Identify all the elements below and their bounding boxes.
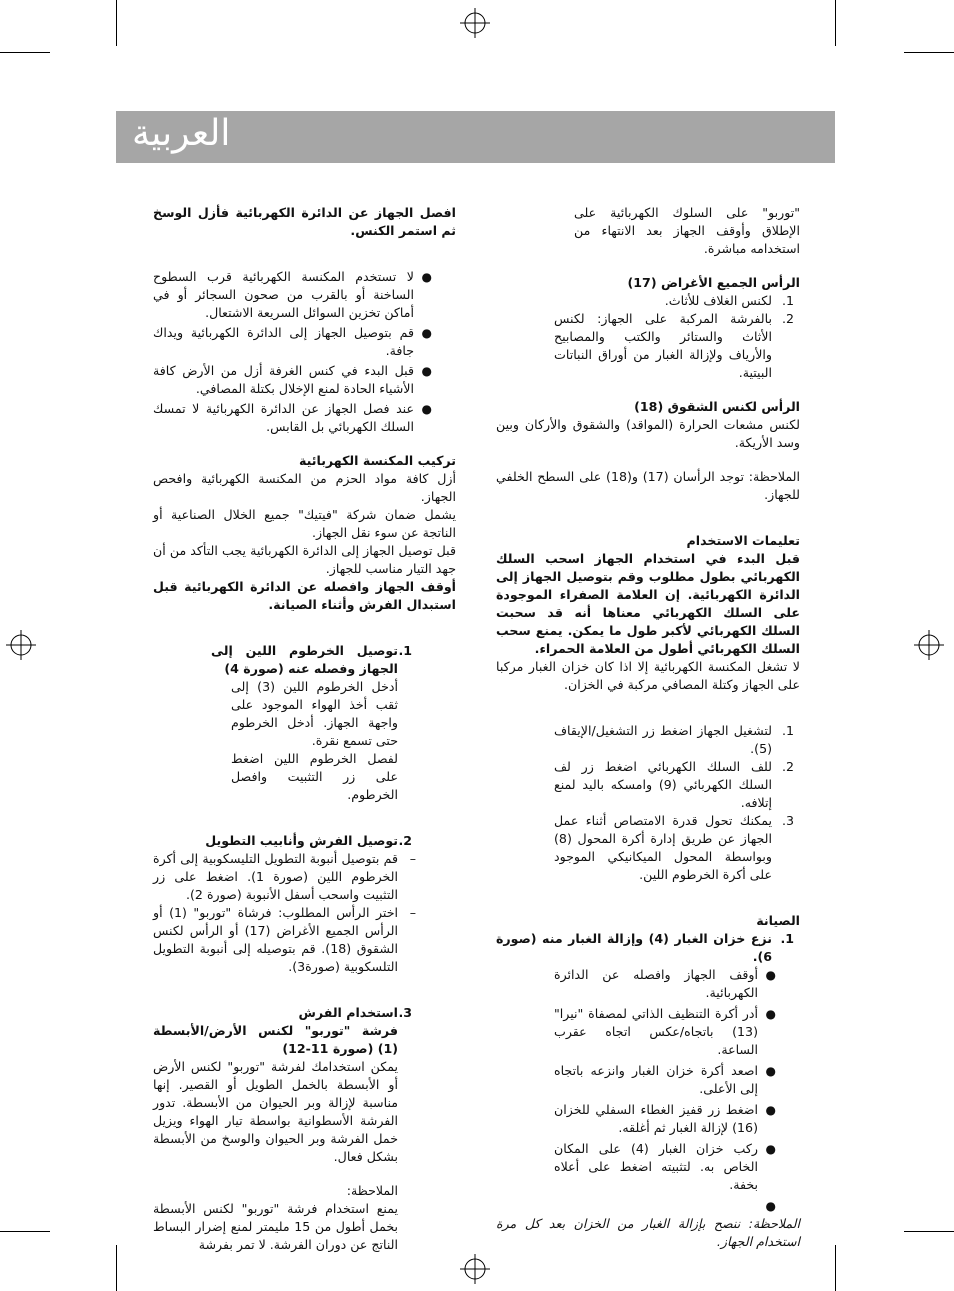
list-item: ● قبل البدء في كنس الغرفة أزل من الأرض كافة الأشياء الحادة لمنع الإخلال بكتلة المصافي. [153, 363, 432, 396]
safety-bullets [153, 268, 456, 436]
maintenance-item-title: نزع خزان الغبار (4) وإزالة الغبار منه (صورة 6). [496, 931, 772, 964]
list-item: ● أوقف الجهاز وافصله عن الدائرة الكهربائية. [554, 967, 776, 1000]
list-item: ● ركب خزان الغبار (4) على المكان الخاص به. لتثبيته اضغط على أعلاه بخفة. [554, 1141, 776, 1192]
language-header [116, 111, 835, 163]
list-item: ● لا تستخدم المكنسة الكهربائية قرب السطوح الساخنة أو بالقرب من صحون السجائر أو في أماكن تخزين السوائل السريعة الاشتعال. [153, 269, 432, 320]
crop-mark [116, 0, 117, 46]
right-column [496, 204, 800, 1251]
section-2-d1: – قم بتوصيل أنبوبة التطويل التليسكوبية إلى أكرة الخرطوم اللين (صورة 1). اضغط على زر التثبيت واسحب أسفل الأنبوبة (صورة 2). [153, 851, 416, 902]
multi-head-title: الرأس الجميع الأغراض (17) [627, 275, 800, 290]
section-3-subtitle: فرشة "توربو" لكنس الأرض/الأبسطة (1) (صورة 11-12) [153, 1023, 398, 1056]
crop-mark [835, 0, 836, 46]
maintenance-title: الصيانة [756, 913, 800, 928]
list-item: ● اصعد أكرة خزان الغبار وانزعه باتجاه إلى الأعلى. [554, 1063, 776, 1096]
section-2-body [153, 850, 456, 976]
list-item: ● أدر أكرة التنظيف الذاتي لمصفاة "نيرا" (13) باتجاه/عكس اتجاه عقرب الساعة. [554, 1006, 776, 1057]
crevice-title: الرأس لكنس الشقوق (18) [634, 399, 800, 414]
crop-mark [0, 1231, 50, 1232]
crop-mark [835, 1245, 836, 1291]
usage-text: لا تشغل المكنسة الكهربائية إلا اذا كان خزان الغبار مركبا على الجهاز وكتلة المصافي مركبة في الخزان. [496, 659, 800, 692]
registration-mark-icon [460, 1254, 490, 1284]
crop-mark [904, 1231, 954, 1232]
section-3-note-label: الملاحظة: [346, 1183, 398, 1198]
list-item: ● اضغط زر قفيز الغطاء السفلي للخزان (16) لإزالة الغبار ثم أغلقه. [554, 1102, 776, 1135]
usage-title: تعليمات الاستخدام [686, 533, 800, 548]
usage-bold-text: قبل البدء في استخدام الجهاز اسحب السلك الكهربائي بطول مطلوب وقم بتوصيل الجهاز إلى الدائرة الكهربائية. إن العلامة الصفراء الموجودة على السلك الكهربائي معناها أنه قد سحبت السلك الكهربائي لأكبر طول ما يمكن. يمنع سحب السلك الكهربائي أطول من العلامة الحمراء. [496, 551, 800, 656]
intro-paragraph: "توربو" على السلوك الكهربائية على الإطلاق وأوقف الجهاز بعد الانتهاء من استخدامه مباشرة. [574, 205, 800, 256]
list-item: 1. لكنس الغلاف للأثاث. [664, 293, 794, 308]
maintenance-item [496, 930, 800, 966]
section-2-d2: – اختر الرأس المطلوب: فرشاة "توربو" (1) أو الرأس الجميع الأغراض (17) أو الرأس لكنس الشقوق (18). قم بتوصيله إلى أنبوبة التطويل التلسكوبية (صورة3). [153, 905, 416, 974]
section-3-note: يمنع استخدام فرشة "توربو" لكنس الأبسطة بخمل أطول من 15 مليمتر لمنع إضرار البساط الناتج عن دوران الفرشة. لا تمر بفرشة [153, 1201, 398, 1252]
crop-mark [116, 1245, 117, 1291]
assembly-p2: يشمل ضمان شركة "فيتيك" جميع الخلال الصناعية أو الناتجة عن سوء نقل الجهاز. [153, 507, 456, 540]
crevice-text: لكنس مشعات الحرارة (المواقد) والشقوق والأركان وبين وسد الأريكة. [496, 417, 800, 450]
left-column [153, 204, 456, 1254]
assembly-p3: قبل توصيل الجهاز إلى الدائرة الكهربائية يجب التأكد من أن جهد التيار مناسب للجهاز. [153, 543, 456, 576]
warning-text: افصل الجهاز عن الدائرة الكهربائية فأزل الوسخ ثم استمر الكنس. [153, 205, 456, 238]
section-1-p1: أدخل الخرطوم اللين (3) إلى ثقب أخذ الهواء الموجود على واجهة الجهاز. أدخل الخرطوم حتى تسمع نقرة. [231, 679, 398, 748]
multi-head-list [496, 292, 800, 382]
list-item: 1. لتشغيل الجهاز اضغط زر التشغيل/الإيقاف (5). [554, 723, 794, 756]
note-paragraph: الملاحظة: توجد الرأسان (17) و(18) على السطح الخلفي للجهاز. [496, 469, 800, 502]
crop-mark [904, 52, 954, 53]
registration-mark-icon [914, 630, 944, 660]
list-item: 3. يمكنك تحول قدرة الامتصاص أثناء عمل الجهاز عن طريق إدارة أكرة المحول (8) وبواسطة المحول الميكانيكي الموجود على أكرة الخرطوم اللين. [554, 813, 794, 882]
list-item: ● عند فصل الجهاز عن الدائرة الكهربائية لا تمسك السلك الكهربائي بل القابس. [153, 401, 432, 434]
section-1-title: 1. توصيل الخرطوم اللين إلى الجهاز وفصله عنه (صورة 4) [211, 643, 412, 676]
crop-mark [0, 52, 50, 53]
maintenance-item-number: 1. [780, 931, 794, 946]
section-1-p2: لفصل الخرطوم اللين اضغط على زر التثبيت وافصل الخرطوم. [231, 751, 398, 802]
assembly-title: تركيب المكنسة الكهربائية [298, 453, 456, 468]
assembly-warning: أوقف الجهاز وافصله عن الدائرة الكهربائية قبل استبدال الفرش وأثناء الصيانة. [153, 579, 456, 612]
usage-list [496, 722, 800, 884]
assembly-p1: أزل كافة مواد الحزم من المكنسة الكهربائية وافحص الجهاز. [153, 471, 456, 504]
registration-mark-icon [6, 630, 36, 660]
maintenance-bullets [496, 966, 800, 1215]
list-item: 2. بالفرشة المركبة على الجهاز: لكنس الأثاث والستائر والكتب والمصابيح والأرياف ولإزالة الغبار من أوراق النباتات البيتية. [554, 311, 794, 380]
list-item: ● قم بتوصيل الجهاز إلى الدائرة الكهربائية ويداك جافة. [153, 325, 432, 358]
list-item: 2. للف السلك الكهربائي اضغط زر لف السلك الكهربائي (9) وامسكه باليد لمنع إتلافه. [554, 759, 794, 810]
section-2-title: 2. توصيل الفرش وأنابيب التطويل [205, 833, 412, 848]
page-title: العربية [132, 113, 231, 154]
maintenance-note: الملاحظة: ننصح بإزالة الغبار من الخزان بعد كل مرة استخدام الجهاز. [496, 1216, 800, 1249]
list-item: ● [765, 1199, 776, 1213]
registration-mark-icon [460, 8, 490, 38]
section-3-p1: يمكن استخدامك لفرشة "توربو" لكنس الأرض أو الأبسطة بالخمل الطويل أو القصير. إنها مناسبة لإزالة وبر الحيوان من الأبسطة. تدور الفرشة الأسطوانية بواسطة تيار الهواء ويزيل خمل الفرشة وبر الحيوان والوسخ من الأبسطة بشكل فعال. [153, 1059, 398, 1164]
section-3-title: 3. استخدام الفرش [298, 1005, 412, 1020]
